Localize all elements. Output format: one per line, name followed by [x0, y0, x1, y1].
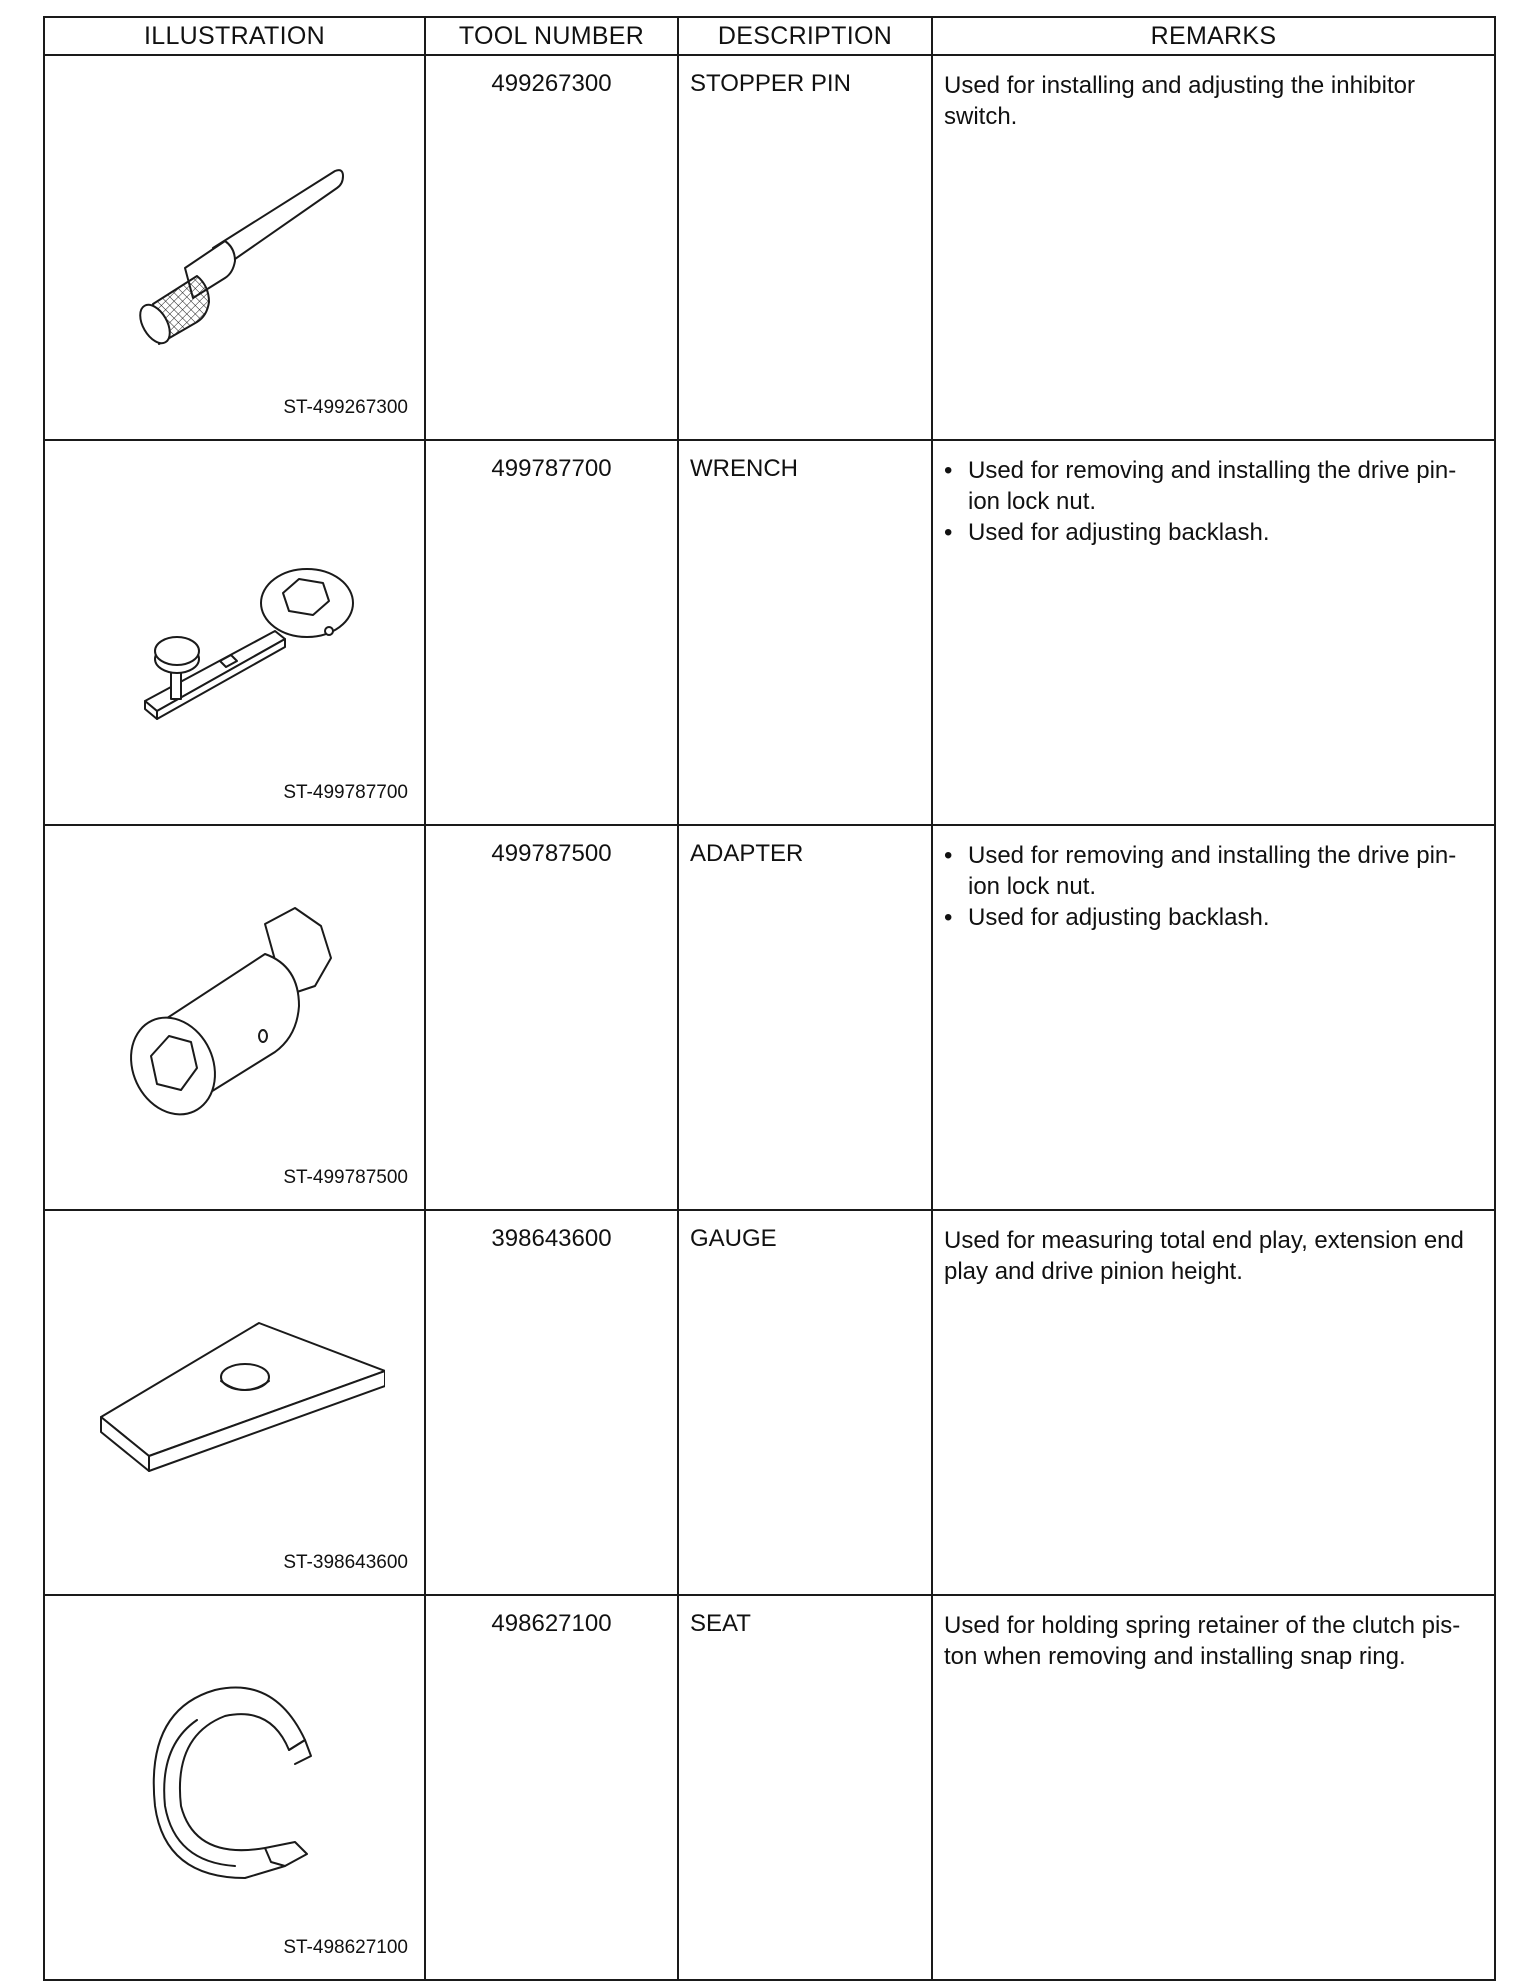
seat-ring-illustration [85, 1616, 385, 1926]
header-tool-number: TOOL NUMBER [425, 17, 678, 55]
remarks-cell: Used for measuring total end play, extension end play and drive pinion height. [932, 1210, 1495, 1595]
remarks-bullet: • Used for adjusting backlash. [944, 902, 1480, 933]
remarks-bullet: • Used for removing and installing the drive pin-ion lock nut. [944, 455, 1480, 517]
stopper-pin-illustration [85, 76, 385, 386]
header-remarks: REMARKS [932, 17, 1495, 55]
remarks-cell: Used for holding spring retainer of the clutch pis-ton when removing and installing snap ring. [932, 1595, 1495, 1980]
illustration-cell [44, 1210, 425, 1595]
description-cell: SEAT [678, 1595, 932, 1980]
illustration-cell [44, 1595, 425, 1980]
remarks-cell [932, 825, 1495, 1210]
illustration-code: ST-499787700 [283, 782, 408, 803]
table-row [44, 1595, 1495, 1980]
illustration-code: ST-498627100 [283, 1937, 408, 1958]
illustration-code: ST-499787500 [283, 1167, 408, 1188]
illustration-cell [44, 55, 425, 440]
gauge-plate-illustration [85, 1231, 385, 1541]
description-cell: STOPPER PIN [678, 55, 932, 440]
illustration-code: ST-499267300 [283, 397, 408, 418]
illustration-cell [44, 440, 425, 825]
illustration-cell [44, 825, 425, 1210]
table-header-row [44, 17, 1495, 55]
description-cell: GAUGE [678, 1210, 932, 1595]
remarks-cell [932, 440, 1495, 825]
tool-number-cell: 499267300 [425, 55, 678, 440]
tool-number-cell: 498627100 [425, 1595, 678, 1980]
tool-number-cell: 499787500 [425, 825, 678, 1210]
table-row [44, 55, 1495, 440]
remarks-bullet: • Used for adjusting backlash. [944, 517, 1480, 548]
wrench-illustration [85, 461, 385, 771]
tool-number-cell: 499787700 [425, 440, 678, 825]
adapter-socket-illustration [85, 846, 385, 1156]
special-tools-table [43, 16, 1496, 1981]
remarks-list [944, 455, 1480, 548]
table-row [44, 1210, 1495, 1595]
remarks-bullet: • Used for removing and installing the drive pin-ion lock nut. [944, 840, 1480, 902]
remarks-cell: Used for installing and adjusting the inhibitor switch. [932, 55, 1495, 440]
table-row [44, 825, 1495, 1210]
description-cell: WRENCH [678, 440, 932, 825]
header-illustration: ILLUSTRATION [44, 17, 425, 55]
table-row [44, 440, 1495, 825]
header-description: DESCRIPTION [678, 17, 932, 55]
remarks-list [944, 840, 1480, 933]
tool-number-cell: 398643600 [425, 1210, 678, 1595]
description-cell: ADAPTER [678, 825, 932, 1210]
illustration-code: ST-398643600 [283, 1552, 408, 1573]
